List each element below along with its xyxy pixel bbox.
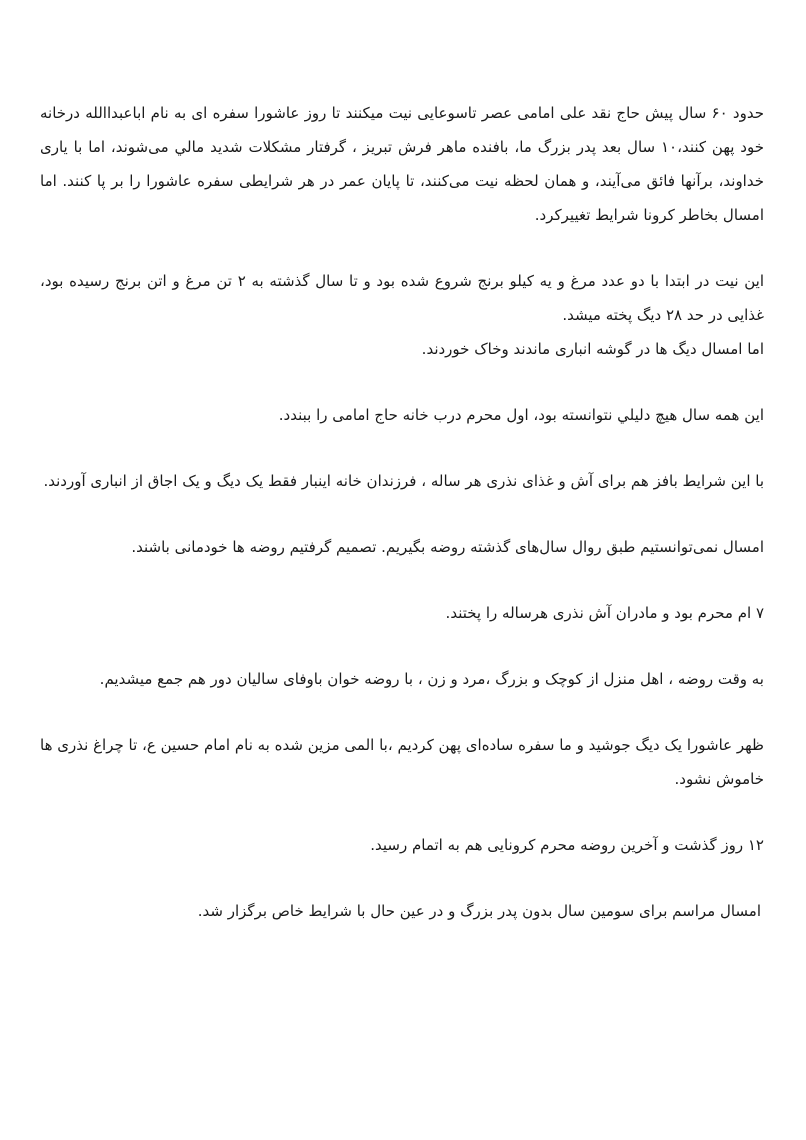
paragraph-spacer	[40, 630, 764, 662]
paragraph-3: اما امسال دیگ ها در گوشه انباری ماندند وخاک خوردند.	[421, 340, 764, 358]
paragraph-spacer	[40, 696, 764, 728]
paragraph-10: ۱۲ روز گذشت و آخرین روضه محرم کرونایی هم به اتمام رسید.	[370, 836, 764, 854]
paragraph-spacer	[40, 796, 764, 828]
paragraph-4: این همه سال هیچ دلیلي نتوانسته بود، اول محرم درب خانه حاج امامی را ببندد.	[278, 406, 764, 424]
paragraph-1: حدود ۶۰ سال پیش حاج نقد علی امامی عصر تاسوعایی نیت میکنند تا روز عاشورا سفره ای به نام اباعبداالله درخانه خود پهن کنند،۱۰ سال بعد پدر بزرگ ما، بافنده ماهر فرش تبریز ، گرفتار مشکلات شدید مالي می‌شوند، اما با یاری خداوند، برآنها فائق می‌آیند، و همان لحظه نیت می‌کنند، تا پایان عمر در هر شرایطی سفره عاشورا را بر پا کنند. اما امسال بخاطر کرونا شرایط تغییرکرد.	[40, 104, 764, 224]
paragraph-5: با این شرایط بافز هم برای آش و غذای نذری هر ساله ، فرزندان خانه اینبار فقط یک دیگ و یک اجاق از انباری آوردند.	[43, 472, 764, 490]
paragraph-spacer	[40, 232, 764, 264]
paragraph-8: به وقت روضه ، اهل منزل از کوچک و بزرگ ،مرد و زن ، با روضه خوان باوفای سالیان دور هم جمع میشدیم.	[99, 670, 764, 688]
paragraph-spacer	[40, 498, 764, 530]
paragraph-6: امسال نمی‌توانستیم طبق روال سال‌های گذشته روضه بگیریم. تصمیم گرفتیم روضه ها خودمانی باشند.	[131, 538, 764, 556]
paragraph-2: این نیت در ابتدا با دو عدد مرغ و یه کیلو برنج شروع شده بود و تا سال گذشته به ۲ تن مرغ و اتن برنج رسیده بود، غذایی در حد ۲۸ دیگ پخته میشد.	[40, 272, 764, 324]
paragraph-11: امسال مراسم برای سومین سال بدون پدر بزرگ و در عین حال با شرایط خاص برگزار شد.	[197, 902, 761, 920]
paragraph-spacer	[40, 862, 764, 894]
paragraph-7: ۷ ام محرم بود و مادران آش نذری هرساله را پختند.	[445, 604, 764, 622]
paragraph-spacer	[40, 432, 764, 464]
paragraph-spacer	[40, 366, 764, 398]
paragraph-spacer	[40, 564, 764, 596]
paragraph-9: ظهر عاشورا یک دیگ جوشید و ما سفره ساده‌ای پهن کردیم ،با المی مزین شده به نام امام حسین ع، تا چراغ نذری ها خاموش نشود.	[40, 736, 764, 788]
document-body	[40, 96, 764, 928]
